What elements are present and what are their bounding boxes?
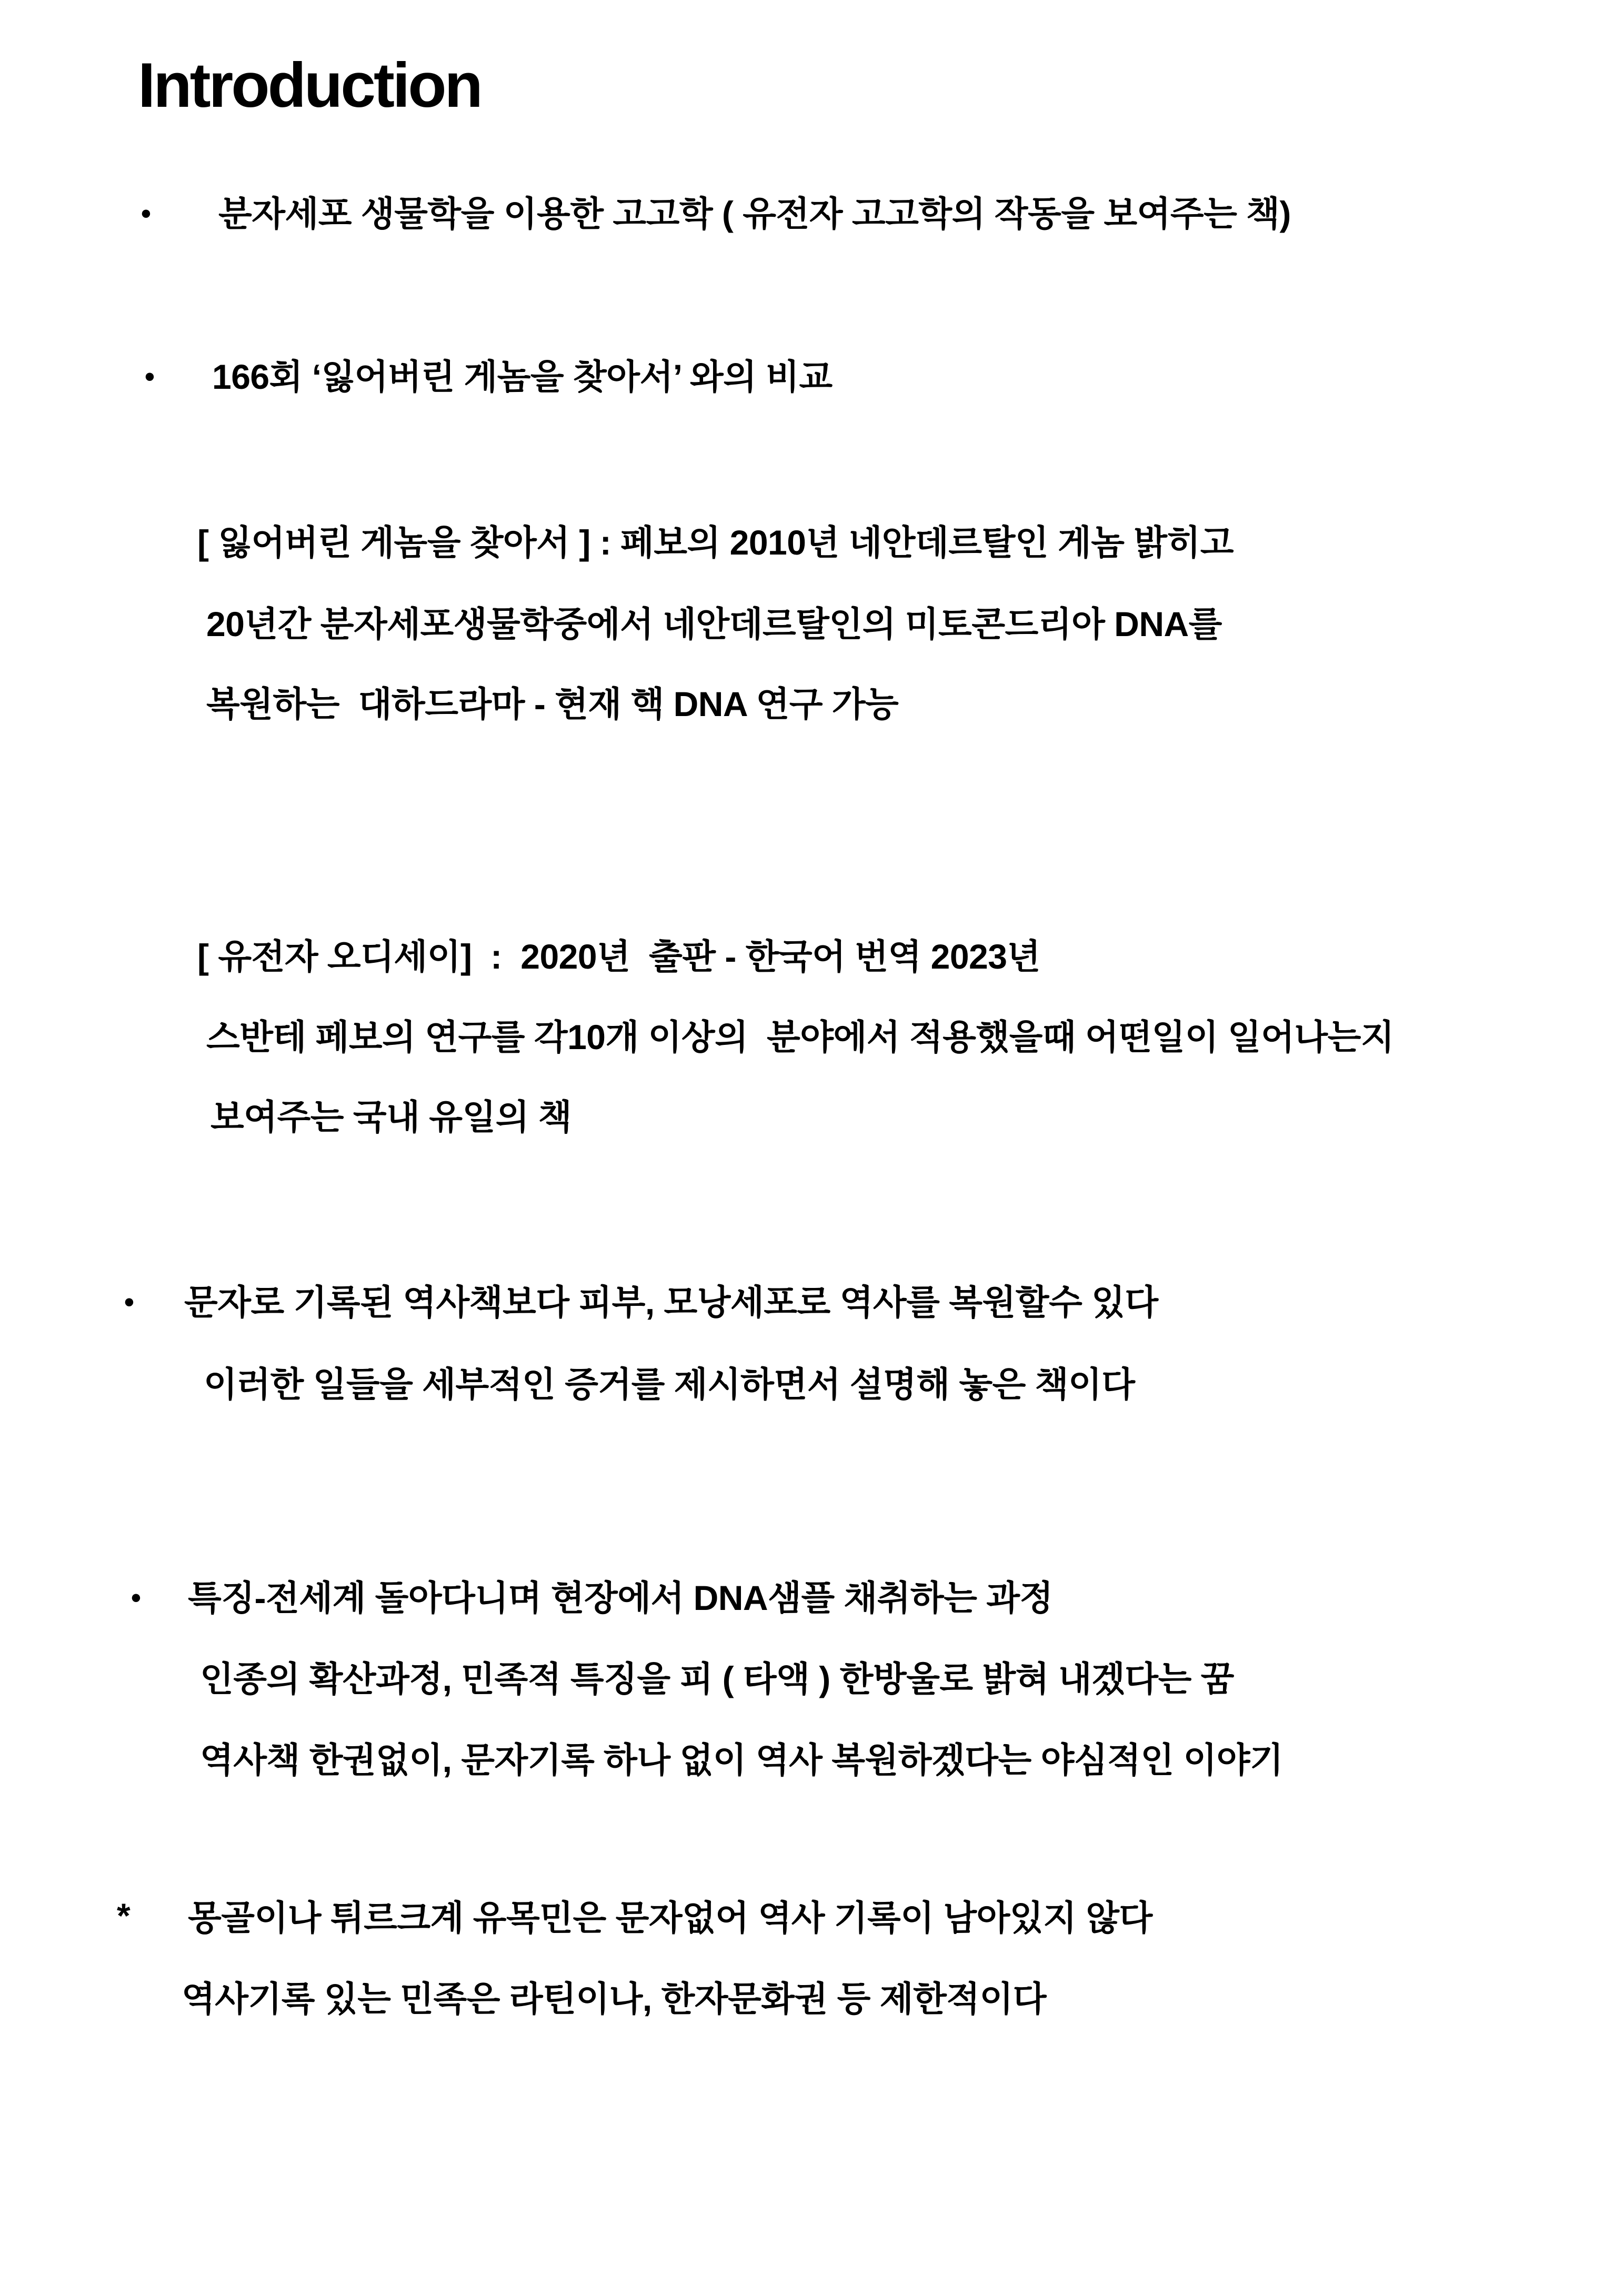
note-line: 몽골이나 튀르크계 유목민은 문자없어 역사 기록이 남아있지 않다 xyxy=(188,1898,1152,1937)
bullet-line: 166회 ‘잃어버린 게놈을 찾아서’ 와의 비교 xyxy=(212,357,833,396)
bullet-line: 역사책 한권없이, 문자기록 하나 없이 역사 복원하겠다는 야심적인 이야기 xyxy=(200,1740,1284,1779)
page-title: Introduction xyxy=(138,50,481,120)
bullet-line: 분자세포 생물학을 이용한 고고학 ( 유전자 고고학의 작동을 보여주는 책) xyxy=(218,194,1291,233)
bullet-line: 문자로 기록된 역사책보다 피부, 모낭세포로 역사를 복원할수 있다 xyxy=(184,1283,1158,1322)
bullet-line: 인종의 확산과정, 민족적 특징을 피 ( 타액 ) 한방울로 밝혀 내겠다는 꿈 xyxy=(200,1659,1234,1698)
paragraph-line: [ 유전자 오디세이] : 2020년 출판 - 한국어 번역 2023년 xyxy=(197,937,1040,976)
note-line: 역사기록 있는 민족은 라틴이나, 한자문화권 등 제한적이다 xyxy=(182,1979,1047,2018)
bullet-line: 특징-전세계 돌아다니며 현장에서 DNA샘플 채취하는 과정 xyxy=(188,1578,1053,1617)
bullet-dot: • xyxy=(141,198,151,229)
bullet-dot: • xyxy=(124,1286,134,1318)
paragraph-line: 보여주는 국내 유일의 책 xyxy=(210,1097,572,1136)
paragraph-line: 스반테 페보의 연구를 각10개 이상의 분야에서 적용했을때 어떤일이 일어나는지 xyxy=(206,1018,1395,1056)
asterisk-marker: * xyxy=(117,1896,131,1935)
paragraph-line: 20년간 분자세포생물학중에서 네안데르탈인의 미토콘드리아 DNA를 xyxy=(206,605,1222,643)
paragraph-line: 복원하는 대하드라마 - 현재 핵 DNA 연구 가능 xyxy=(206,684,899,723)
bullet-dot: • xyxy=(145,361,155,392)
paragraph-line: [ 잃어버린 게놈을 찾아서 ] : 페보의 2010년 네안데르탈인 게놈 밝히고 xyxy=(197,523,1234,562)
bullet-dot: • xyxy=(131,1582,141,1614)
bullet-line: 이러한 일들을 세부적인 증거를 제시하면서 설명해 놓은 책이다 xyxy=(204,1365,1135,1404)
